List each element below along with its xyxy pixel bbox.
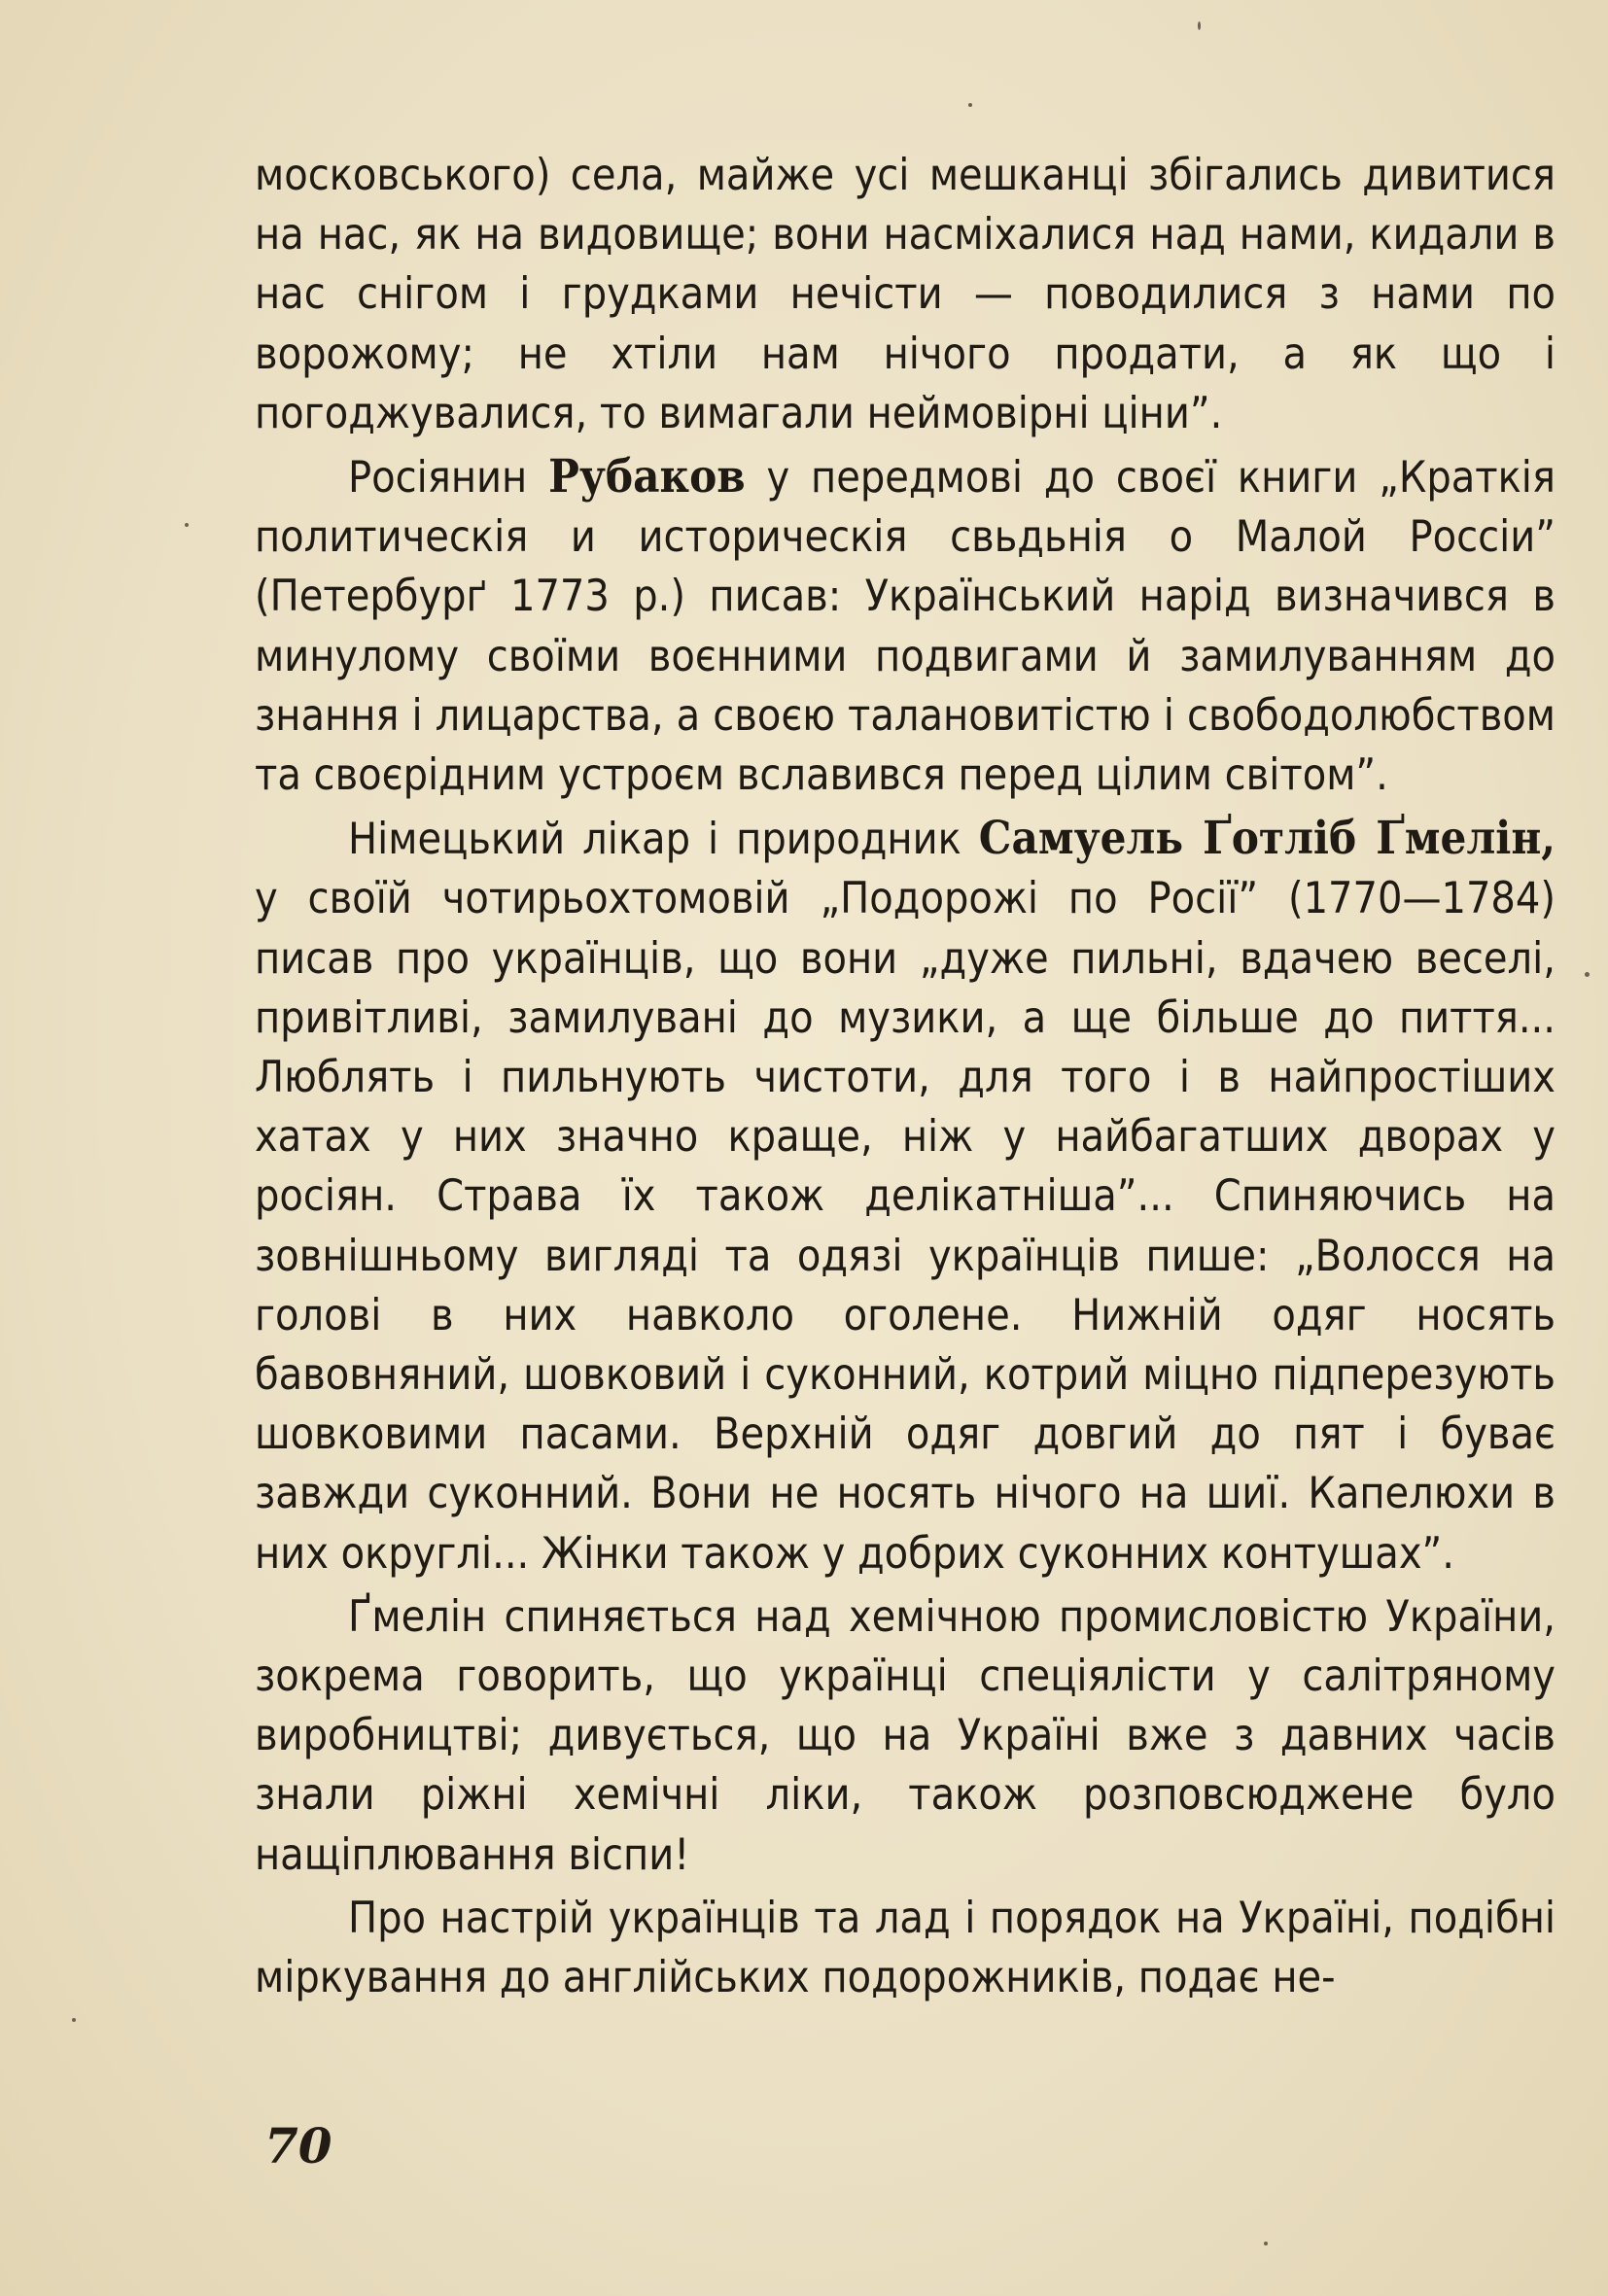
paper-speck: [1585, 972, 1590, 977]
paragraph-1: [255, 146, 1556, 443]
paper-speck: [1264, 2242, 1268, 2245]
body-text: [255, 146, 1556, 2007]
paragraph-text: Про настрій українців та лад і порядок на Україні, подібні міркування до англійських подорожників, подає не-: [255, 1893, 1556, 2003]
paragraph-2: [255, 447, 1556, 805]
paragraph-4: [255, 1587, 1556, 1885]
paragraph-3: [255, 809, 1556, 1583]
author-name-gmelin: Самуель Ґотліб Ґмелін,: [978, 812, 1556, 866]
paragraph-text: у своїй чотирьохтомовій „Подорожі по Росії” (1770—1784) писав про українців, що вони „дуже пильні, вдачею веселі, привітливі, замилувані до музики, а ще більше до пиття... Люблять і пильнують чистоти, для того і в найпростіших хатах у них значно краще, ніж у найбагатших дворах у росіян. Страва їх також делікатніша”... Спиняючись на зовнішньому вигляді та одязі українців пише: „Волосся на голові в них навколо оголене. Нижній одяг носять бавовняний, шовковий і суконний, котрий міцно підперезують шовковими пасами. Верхній одяг довгий до пят і буває завжди суконний. Вони не носять нічого на шиї. Капелюхи в них округлі... Жінки також у добрих суконних контушах”.: [255, 874, 1556, 1579]
paragraph-text: Росіянин: [348, 453, 549, 504]
paper-speck: [968, 103, 972, 107]
author-name-rubakov: Рубаков: [548, 450, 746, 504]
paragraph-text: московського) села, майже усі мешканці збігались дивитися на нас, як на видовище; вони насміхалися над нами, кидали в нас снігом і грудками нечісти — поводилися з нами по ворожому; не хтіли нам нічого продати, а як що і погоджувалися, то вимагали неймовірні ціни”.: [255, 151, 1556, 438]
page-number: 70: [264, 2117, 332, 2174]
paper-speck: [185, 523, 189, 527]
paragraph-5: [255, 1889, 1556, 2007]
paragraph-text: Німецький лікар і природник: [348, 815, 979, 865]
paragraph-text: Ґмелін спиняється над хемічною промисловістю України, зокрема говорить, що українці спеціялісти у салітряному виробництві; дивується, що на Україні вже з давних часів знали ріжні хемічні ліки, також розповсюджене було нащіплювання віспи!: [255, 1591, 1556, 1880]
paragraph-text: у передмові до своєї книги „Краткія политическія и историческія свьдьнія о Малой Россіи” (Петербурґ 1773 р.) писав: Український нарід визначився в минулому своїми воєнними подвигами й замилуванням до знання і лицарства, а своєю талановитістю і свободолюбством та своєрідним устроєм вславився перед цілим світом”.: [255, 453, 1556, 801]
paper-speck: [1198, 21, 1201, 30]
paper-speck: [72, 2018, 76, 2022]
